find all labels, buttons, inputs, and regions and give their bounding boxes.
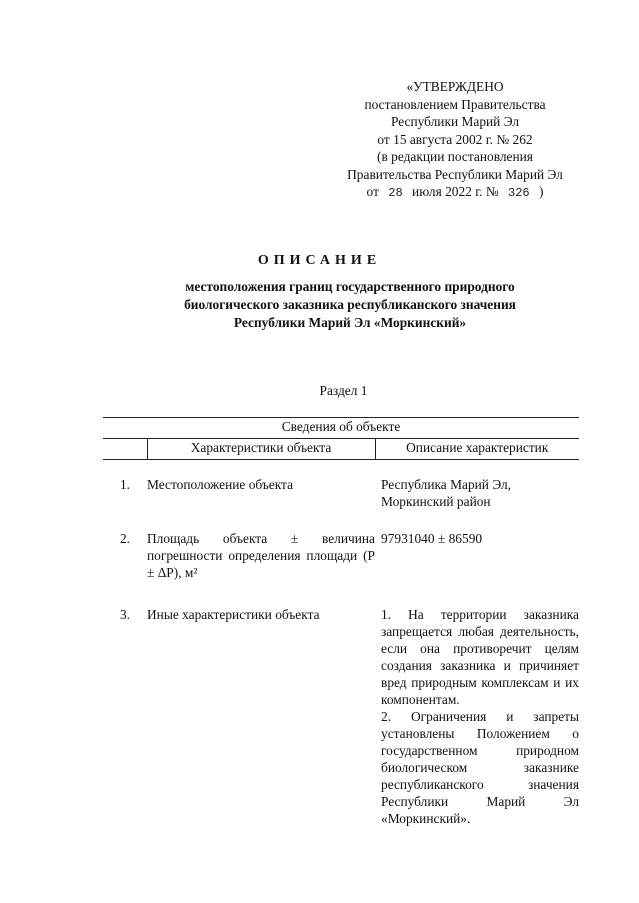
approval-line: (в редакции постановления xyxy=(377,149,533,164)
approval-day: 28 xyxy=(388,186,403,200)
row-number: 1. xyxy=(119,477,131,492)
approval-line: от 15 августа 2002 г. № 262 xyxy=(377,131,533,147)
header-num-cell xyxy=(103,439,147,460)
description-paragraph: 1. На территории заказника запрещается любая деятельность, если она противоречит целям создания заказника и причиняет вред природным комплексам и их компонентам. xyxy=(381,607,579,707)
row-characteristic: Местоположение объекта xyxy=(147,477,294,492)
header-characteristics: Характеристики объекта xyxy=(147,439,375,460)
table-header-row xyxy=(103,439,579,460)
approval-line: Республики Марий Эл xyxy=(390,114,520,129)
description-line: 97931040 ± 86590 xyxy=(381,531,483,546)
description-paragraph: 2. Ограничения и запреты установлены Положением о государственном природном биологическом заказнике республиканского значения Республики Марий Эл «Моркинский». xyxy=(381,709,579,826)
table-row xyxy=(103,460,579,511)
approval-month-year: июля 2022 г. № xyxy=(412,184,499,199)
document-title: ОПИСАНИЕ xyxy=(257,253,382,268)
table-row xyxy=(103,581,579,827)
section-heading: Раздел 1 xyxy=(319,383,368,398)
row-characteristic: Площадь объекта ± величина погрешности определения площади (P ± ΔP), м² xyxy=(147,531,375,580)
approval-number: 326 xyxy=(508,186,530,200)
approval-line: «УТВЕРЖДЕНО xyxy=(406,79,504,94)
row-description xyxy=(381,460,579,511)
approval-line: постановлением Правительства xyxy=(364,96,546,112)
table-row xyxy=(103,510,579,581)
table-caption-row xyxy=(103,418,579,439)
description-line: Республика Марий Эл, xyxy=(381,477,512,492)
row-description xyxy=(381,581,579,827)
row-number: 3. xyxy=(119,607,131,622)
approval-line: Правительства Республики Марий Эл xyxy=(347,166,563,182)
object-info-table xyxy=(103,417,579,827)
approval-from: от xyxy=(366,184,379,199)
table-caption: Сведения об объекте xyxy=(103,418,579,439)
subtitle-line: Республики Марий Эл «Моркинский» xyxy=(233,315,467,330)
approval-close: ) xyxy=(538,184,544,199)
description-line: Моркинский район xyxy=(381,494,491,509)
row-characteristic: Иные характеристики объекта xyxy=(147,607,320,622)
document-subtitle xyxy=(60,278,639,332)
header-description: Описание характеристик xyxy=(375,439,579,460)
approval-stamp xyxy=(300,78,610,203)
row-number: 2. xyxy=(119,531,131,546)
row-description xyxy=(381,510,579,581)
approval-date-line xyxy=(300,183,610,203)
subtitle-line: местоположения границ государственного природного xyxy=(185,279,515,294)
subtitle-line: биологического заказника республиканского значения xyxy=(184,297,516,312)
